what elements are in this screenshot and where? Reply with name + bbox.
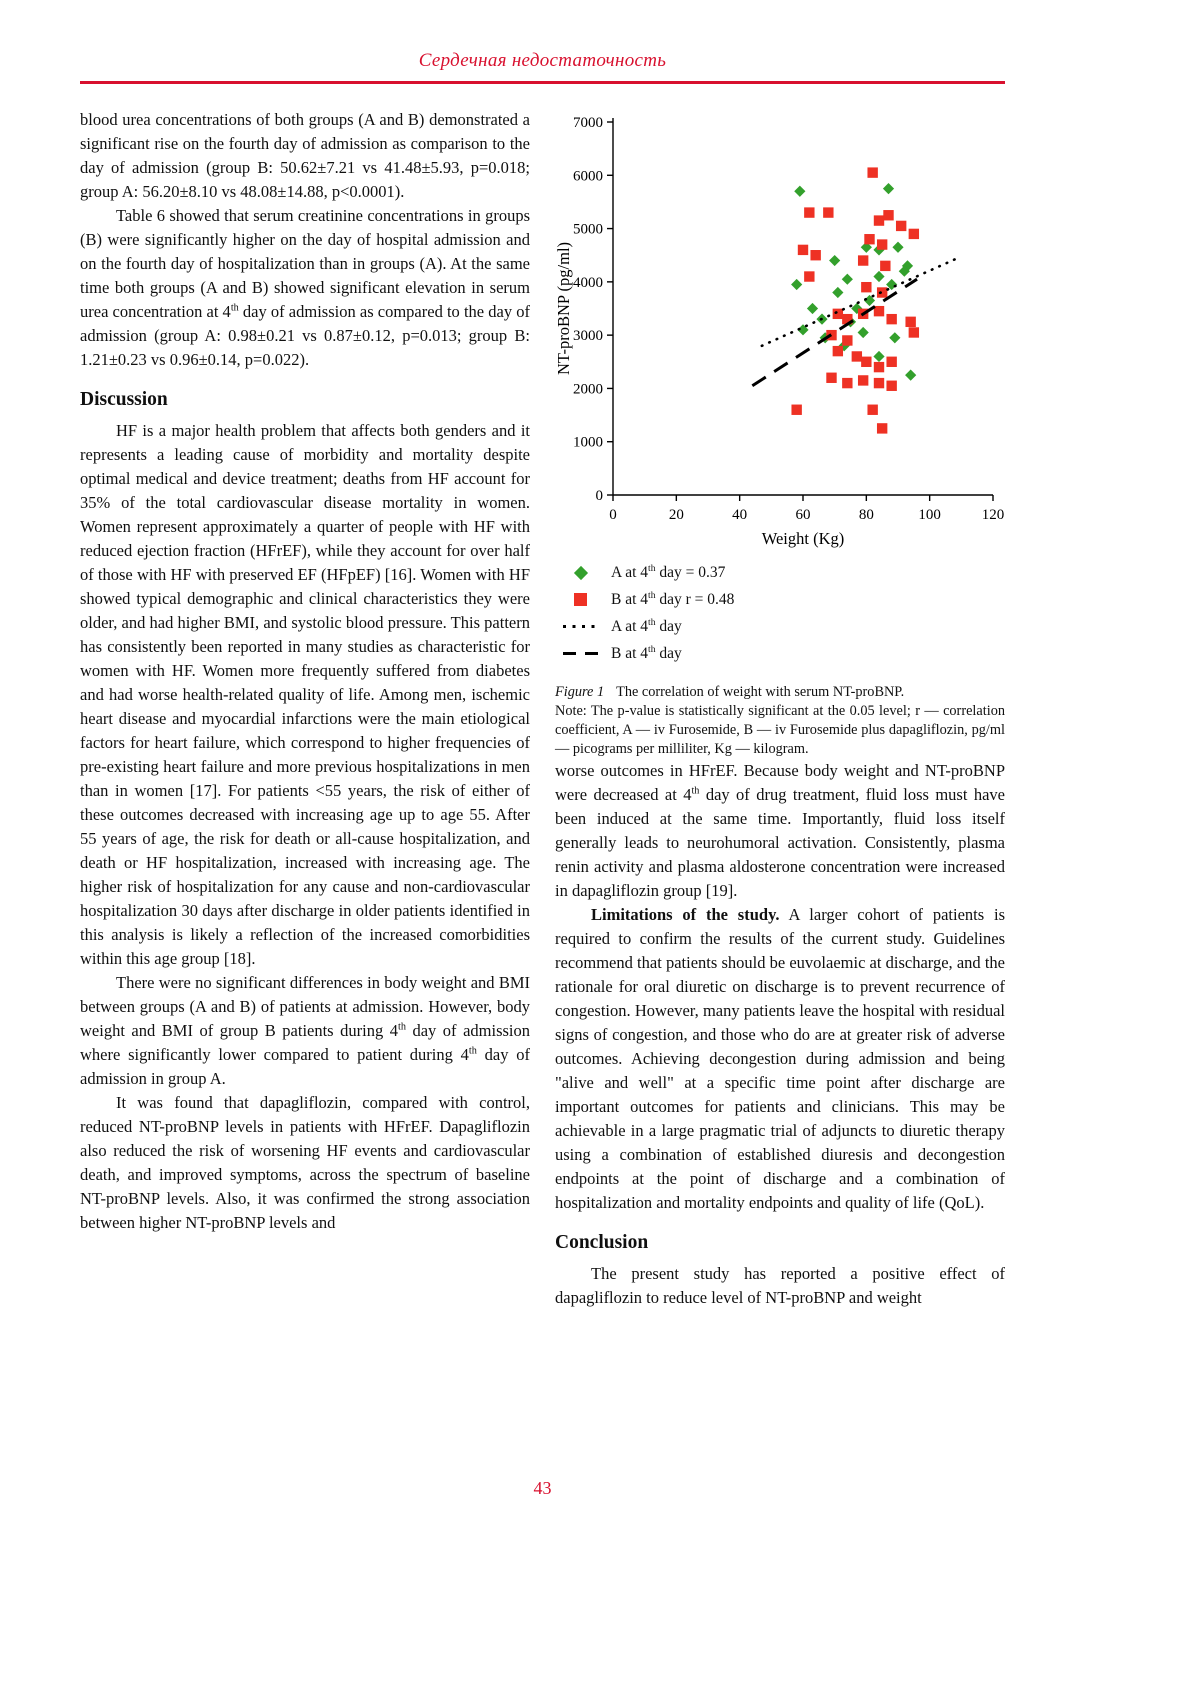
legend-marker-cell [559,625,605,628]
journal-header-title: Сердечная недостаточность [418,50,667,71]
two-column-body [80,108,1005,1310]
chart-ticks [607,122,993,501]
dotted-line-marker-icon [563,625,601,628]
figure-1 [555,108,1005,759]
svg-text:80: 80 [858,507,874,523]
legend-marker-cell [559,652,605,655]
paragraph-dapagliflozin: It was found that dapagliflozin, compared with control, reduced NT-proBNP levels in patients with HFrEF. Dapagliflozin also reduced the risk of worsening HF events and cardiovascular death, and improved symptoms, across the spectrum of baseline NT-proBNP levels. Also, it was confirmed the strong association between higher NT-proBNP levels and [80,1093,530,1232]
scatter-chart-svg [555,108,1005,553]
legend-label-series-a: A at 4th day = 0.37 [611,562,726,581]
svg-text:1000: 1000 [573,434,603,451]
right-column [555,108,1005,1310]
left-column [80,108,530,1310]
svg-text:60: 60 [795,507,811,523]
svg-text:5000: 5000 [573,221,603,238]
figure-caption [555,683,1005,759]
svg-text:4000: 4000 [573,274,603,291]
chart-tick-labels [573,115,1004,523]
limitations-text: A larger cohort of patients is required to confirm the results of the current study. Guidelines recommend that patients should be euvolaemic at discharge, and the rationale for oral diuretic on discharge is to prevent recurrence of congestion. However, many patients leave the hospital with residual signs of congestion, and those who do are at greater risk of adverse outcomes. Achieving decongestion during admission and being "alive and well" at a specific time point after discharge are important outcomes for patients and clinicians. This may be achievable in a large pragmatic trial of adjuncts to diuretic therapy using a combination of established diuresis and decongestion endpoints at the point of discharge and a combination of hospitalization and mortality endpoints and quality of life (QoL). [555,905,1006,1212]
red-square-marker-icon [574,593,587,606]
y-axis-title: NT-proBNP (pg/ml) [555,241,573,376]
page-number: 43 [533,1478,552,1498]
figure-caption-label: Figure 1 [555,684,605,700]
svg-text:100: 100 [918,507,941,523]
legend-item-series-a [559,559,1005,586]
svg-text:0: 0 [609,507,617,523]
paragraph-table6: Table 6 showed that serum creatinine concentrations in groups (B) were significantly higher on the day of hospital admission and on the fourth day of hospitalization than in groups (A). At the same time both groups (A and B) showed significant elevation in serum urea concentration at 4th day of admission as compared to the day of admission (group A: 0.98±0.21 vs 0.87±0.12, p=0.013; group B: 1.21±0.23 vs 0.96±0.14, p=0.022). [80,206,531,369]
green-diamond-marker-icon [574,565,588,579]
series-b-points [791,167,919,433]
legend-marker-cell [559,568,605,578]
chart-axes [613,118,993,495]
svg-text:20: 20 [668,507,684,523]
dashed-line-marker-icon [563,652,601,655]
figure-note: Note: The p-value is statistically significant at the 0.05 level; r — correlation coefficient, A — iv Furosemide, B — iv Furosemide plus dapagliflozin, pg/ml — picograms per milliliter, Kg — kilogram. [555,703,1005,757]
conclusion-heading: Conclusion [555,1232,649,1253]
figure1-chart [555,108,1005,553]
header-rule [80,81,1005,84]
legend-label-trendline-b: B at 4th day [611,643,682,662]
x-axis-title: Weight (Kg) [761,529,845,548]
svg-text:0: 0 [595,488,603,504]
figure-caption-text: The correlation of weight with serum NT-proBNP. [616,684,905,700]
svg-text:2000: 2000 [573,381,603,398]
legend-label-trendline-a: A at 4th day [611,616,682,635]
paragraph-limitations [555,903,1005,1215]
paragraph-hf-discussion: HF is a major health problem that affects both genders and it represents a leading cause of morbidity and mortality despite optimal medical and device treatment; deaths from HF account for 35% of the total cardiovascular disease mortality in women. Women represent approximately a quarter of people with HF with reduced ejection fraction (HFrEF), while they account for over half of those with HF with preserved EF (HFpEF) [16]. Women with HF showed typical demographic and clinical characteristics they were older, and had higher BMI, and systolic blood pressure. This pattern has consistently been reported in many studies as characteristic for women with HF. Women more frequently suffered from diabetes and had worse health-related quality of life. Among men, ischemic heart disease and myocardial infarctions were the main etiological factors for heart failure, which correspond to higher frequencies of pre-existing heart failure and more previous hospitalizations in men than in women [17]. For patients <55 years, the risk of either of these outcomes decreased with increasing age up to age 55. After 55 years of age, the risk for death or all-cause hospitalization, and death or HF hospitalization, increased with increasing age. The higher risk of hospitalization for any cause and non-cardiovascular hospitalization 30 days after discharge in older patients identified in this analysis is likely a reflection of the increased comorbidities within this age group [18]. [80,421,530,968]
limitations-label: Limitations of the study. [591,905,780,924]
paragraph-conclusion: The present study has reported a positive effect of dapagliflozin to reduce level of NT-proBNP and weight [555,1264,1005,1307]
discussion-heading: Discussion [80,389,168,410]
paragraph-blood-urea: blood urea concentrations of both groups (A and B) demonstrated a significant rise on the fourth day of admission as comparison to the day of admission (group B: 50.62±7.21 vs 41.48±5.93, p=0.018; group A: 56.20±8.10 vs 48.08±14.88, p<0.0001). [80,110,530,201]
svg-text:120: 120 [981,507,1005,523]
legend-item-trendline-b [559,640,1005,667]
svg-text:40: 40 [732,507,748,523]
legend-marker-cell [559,593,605,606]
legend-label-series-b: B at 4th day r = 0.48 [611,589,735,608]
paragraph-worse-outcomes: worse outcomes in HFrEF. Because body weight and NT-proBNP were decreased at 4th day of drug treatment, fluid loss must have been induced at the same time. Importantly, fluid loss itself generally leads to neurohumoral activation. Consistently, plasma renin activity and plasma aldosterone concentration were increased in dapagliflozin group [19]. [555,761,1005,900]
chart-legend [555,559,1005,667]
svg-text:7000: 7000 [573,115,603,131]
legend-item-series-b [559,586,1005,613]
svg-text:6000: 6000 [573,168,603,185]
page-content [80,0,1005,1310]
paragraph-body-weight-bmi: There were no significant differences in body weight and BMI between groups (A and B) of patients at admission. However, body weight and BMI of group B patients during 4th day of admission where significantly lower compared to patient during 4th day of admission in group A. [80,973,530,1088]
svg-text:3000: 3000 [573,328,603,345]
legend-item-trendline-a [559,613,1005,640]
